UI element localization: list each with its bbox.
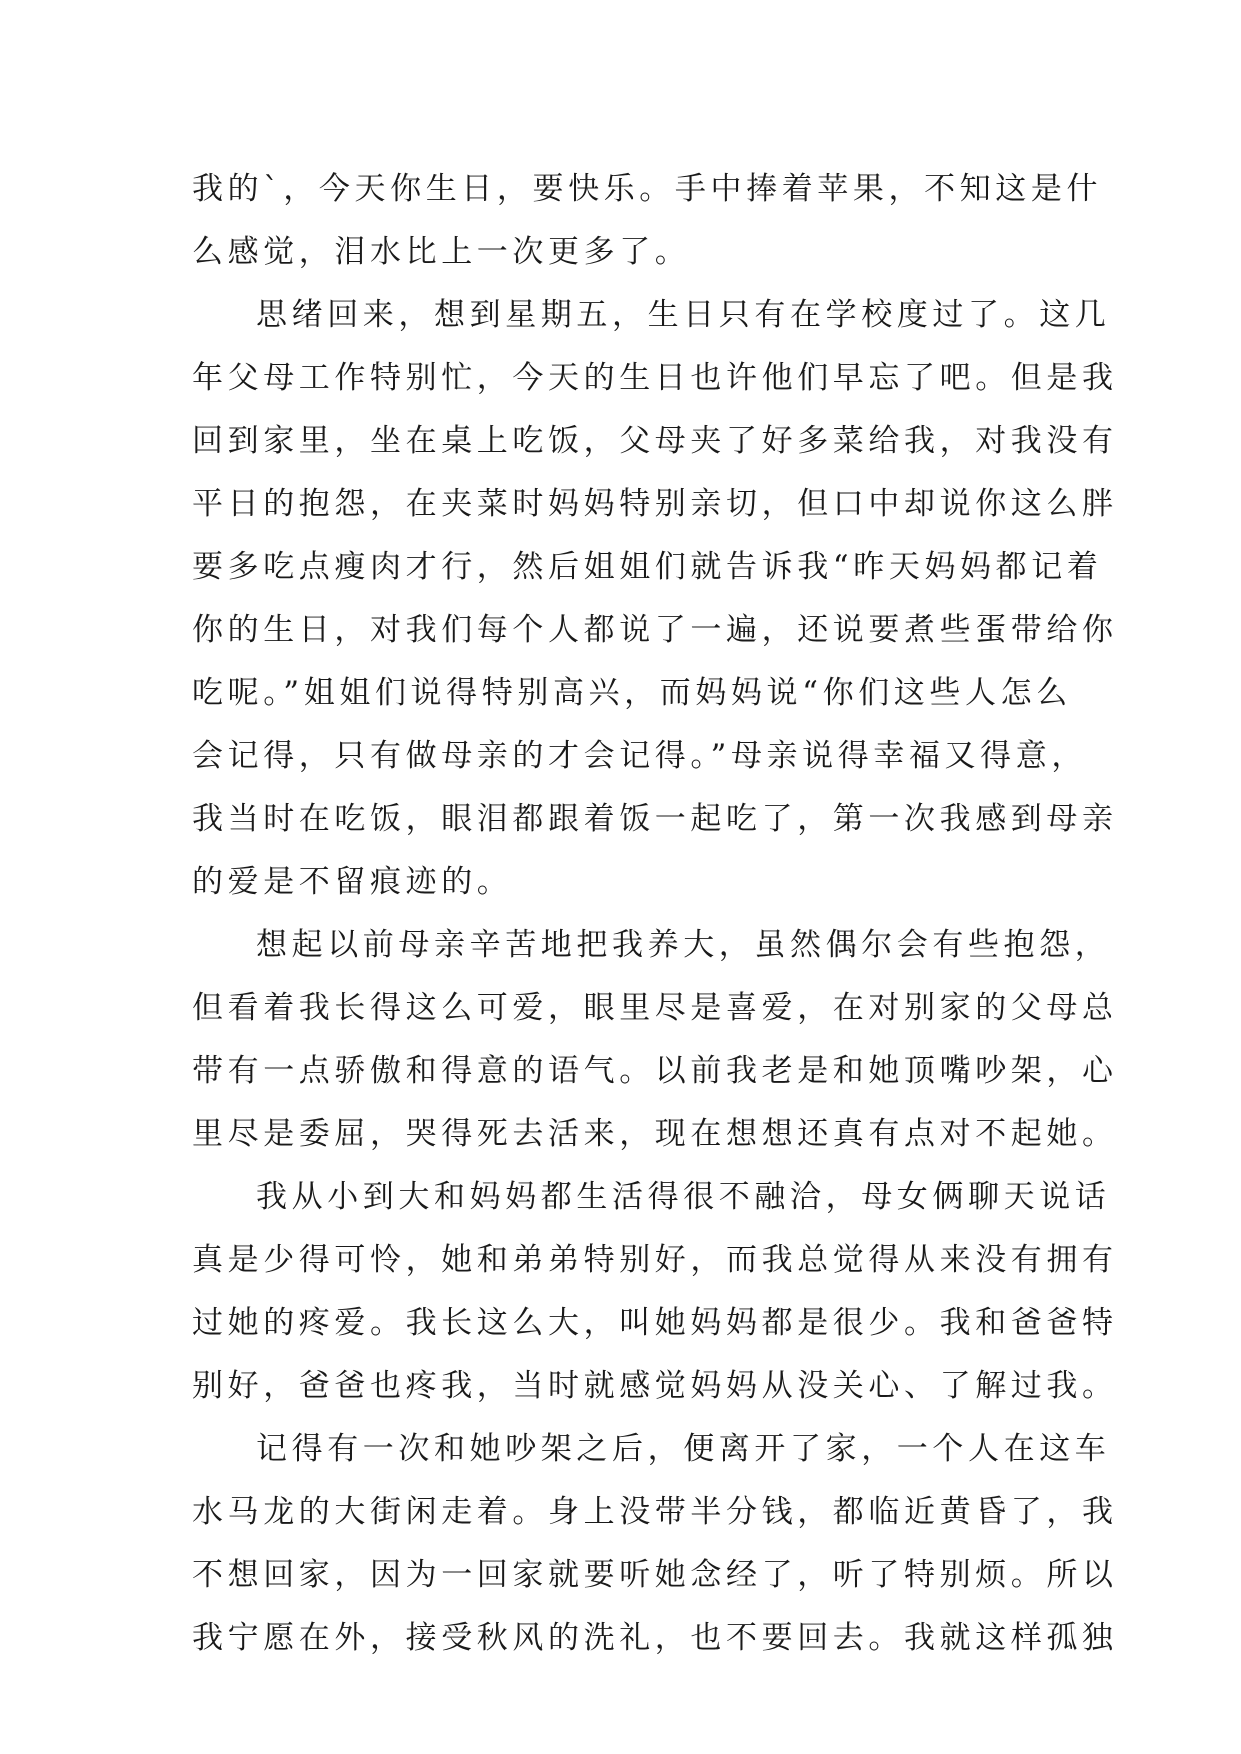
text-line: 水马龙的大街闲走着。身上没带半分钱，都临近黄昏了，我 <box>192 1494 1118 1530</box>
text-line: 么感觉，泪水比上一次更多了。 <box>192 234 691 270</box>
paragraph-first-line: 想起以前母亲辛苦地把我养大，虽然偶尔会有些抱怨， <box>256 927 1111 963</box>
text-line: 你的生日，对我们每个人都说了一遍，还说要煮些蛋带给你 <box>192 612 1118 648</box>
text-line: 但看着我长得这么可爱，眼里尽是喜爱，在对别家的父母总 <box>192 990 1118 1026</box>
text-line: 我当时在吃饭，眼泪都跟着饭一起吃了，第一次我感到母亲 <box>192 801 1118 837</box>
text-line: 别好，爸爸也疼我，当时就感觉妈妈从没关心、了解过我。 <box>192 1368 1118 1404</box>
text-line: 吃呢。”姐姐们说得特别高兴，而妈妈说“你们这些人怎么 <box>192 675 1072 711</box>
paragraph-first-line: 记得有一次和她吵架之后，便离开了家，一个人在这车 <box>256 1431 1111 1467</box>
text-line: 平日的抱怨，在夹菜时妈妈特别亲切，但口中却说你这么胖 <box>192 486 1118 522</box>
text-line: 我的`，今天你生日，要快乐。手中捧着苹果，不知这是什 <box>192 171 1103 207</box>
text-line: 回到家里，坐在桌上吃饭，父母夹了好多菜给我，对我没有 <box>192 423 1118 459</box>
text-line: 不想回家，因为一回家就要听她念经了，听了特别烦。所以 <box>192 1557 1118 1593</box>
text-line: 过她的疼爱。我长这么大，叫她妈妈都是很少。我和爸爸特 <box>192 1305 1118 1341</box>
text-line: 会记得，只有做母亲的才会记得。”母亲说得幸福又得意， <box>192 738 1087 774</box>
text-line: 的爱是不留痕迹的。 <box>192 864 513 900</box>
document-body <box>192 158 1118 1670</box>
text-line: 要多吃点瘦肉才行，然后姐姐们就告诉我“昨天妈妈都记着 <box>192 549 1103 585</box>
text-line: 里尽是委屈，哭得死去活来，现在想想还真有点对不起她。 <box>192 1116 1118 1152</box>
paragraph-first-line: 我从小到大和妈妈都生活得很不融洽，母女俩聊天说话 <box>256 1179 1111 1215</box>
paragraph-first-line: 思绪回来，想到星期五，生日只有在学校度过了。这几 <box>256 297 1111 333</box>
text-line: 年父母工作特别忙，今天的生日也许他们早忘了吧。但是我 <box>192 360 1118 396</box>
text-line: 我宁愿在外，接受秋风的洗礼，也不要回去。我就这样孤独 <box>192 1620 1118 1656</box>
text-line: 带有一点骄傲和得意的语气。以前我老是和她顶嘴吵架，心 <box>192 1053 1118 1089</box>
text-line: 真是少得可怜，她和弟弟特别好，而我总觉得从来没有拥有 <box>192 1242 1118 1278</box>
